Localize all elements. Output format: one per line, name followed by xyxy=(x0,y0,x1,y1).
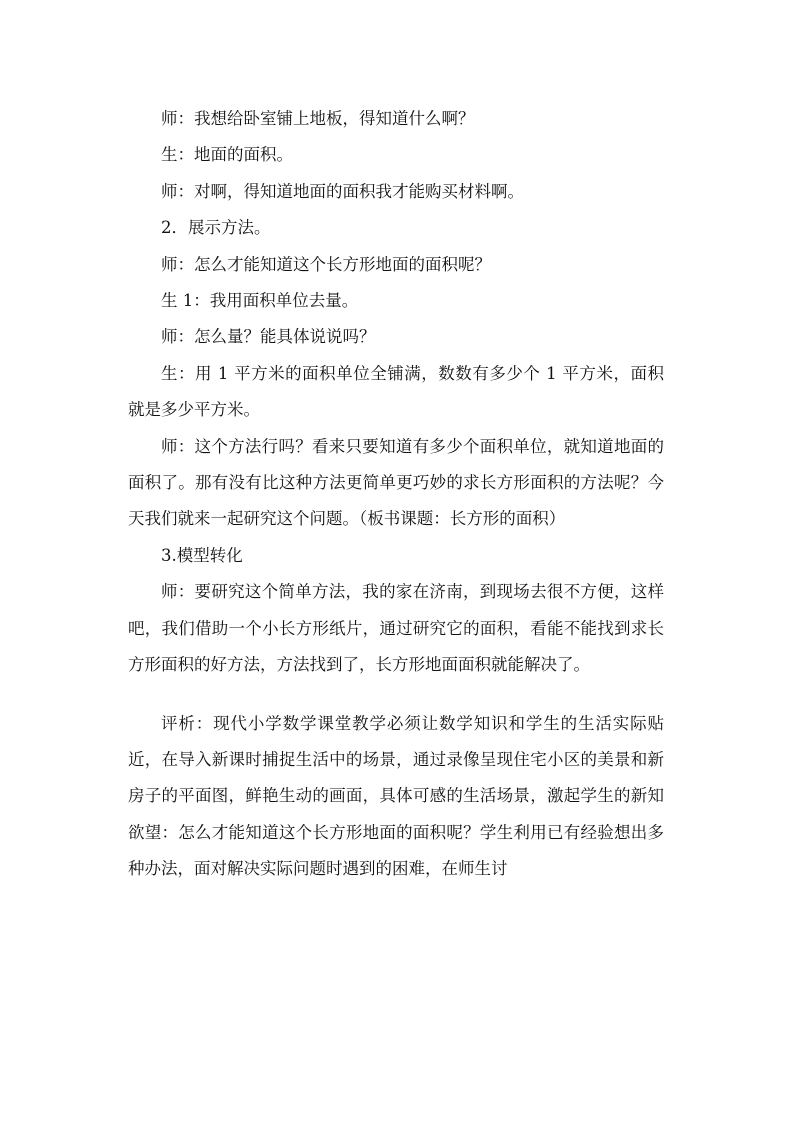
paragraph-10: 3.模型转化 xyxy=(161,545,243,565)
paragraph-11: 师：要研究这个简单方法，我的家在济南，到现场去很不方便，这样吧，我们借助一个小长方形纸片，通过研究它的面积，看能不能找到求长方形面积的好方法，方法找到了，长方形地面面积就能解决了。 xyxy=(128,582,664,675)
paragraph-8: 生：用 1 平方米的面积单位全铺满，数数有多少个 1 平方米，面积就是多少平方米。 xyxy=(128,363,664,420)
paragraph-4: 2．展示方法。 xyxy=(161,218,271,238)
paragraph-7: 师：怎么量？能具体说说吗？ xyxy=(161,327,376,347)
paragraph-2: 生：地面的面积。 xyxy=(161,145,293,165)
paragraph-3: 师：对啊，得知道地面的面积我才能购买材料啊。 xyxy=(161,181,524,201)
paragraph-1: 师：我想给卧室铺上地板，得知道什么啊？ xyxy=(161,109,475,128)
document-body xyxy=(128,101,664,888)
paragraph-gap xyxy=(128,684,664,706)
paragraph-12: 评析：现代小学数学课堂教学必须让数学知识和学生的生活实际贴近，在导入新课时捕捉生活中的场景，通过录像呈现住宅小区的美景和新房子的平面图，鲜艳生动的画面，具体可感的生活场景，激起学生的新知欲望：怎么才能知道这个长方形地面的面积呢？学生利用已有经验想出多种办法，面对解决实际问题时遇到的困难，在师生讨 xyxy=(128,713,664,879)
paragraph-5: 师：怎么才能知道这个长方形地面的面积呢？ xyxy=(161,254,491,274)
paragraph-6: 生 1：我用面积单位去量。 xyxy=(161,291,359,311)
paragraph-9: 师：这个方法行吗？看来只要知道有多少个面积单位，就知道地面的面积了。那有没有比这种方法更简单更巧妙的求长方形面积的方法呢？今天我们就来一起研究这个问题。（板书课题：长方形的面积） xyxy=(128,436,664,529)
